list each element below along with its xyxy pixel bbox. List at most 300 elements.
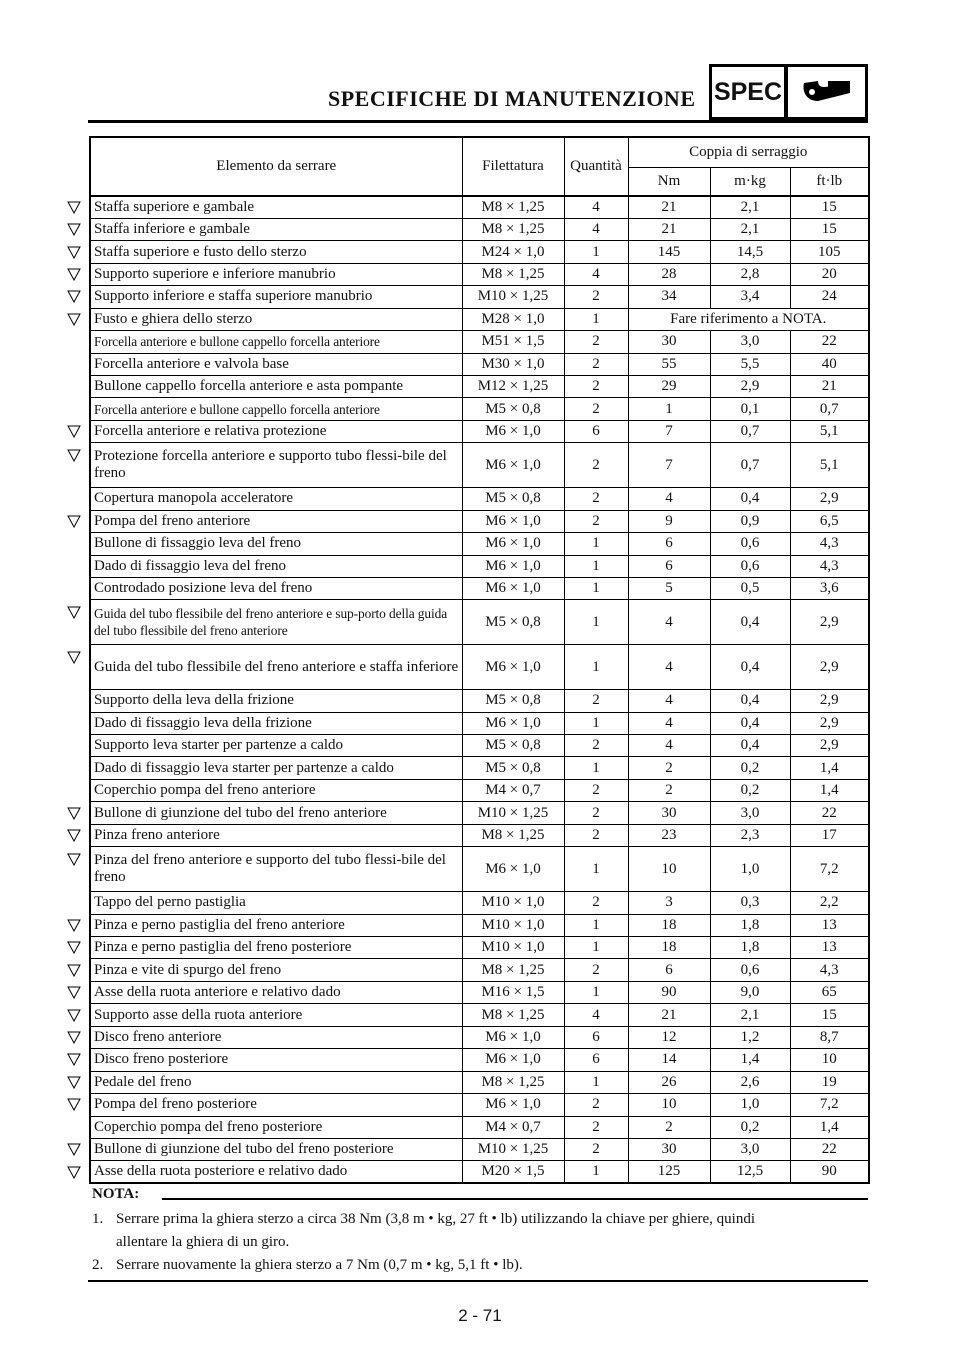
cell-mkg: 2,1: [710, 1004, 790, 1026]
cell-mkg: 0,2: [710, 757, 790, 779]
cell-mkg: 0,6: [710, 533, 790, 555]
table-row: [90, 892, 869, 914]
cell-nm: 4: [628, 690, 710, 712]
cell-nm: 2: [628, 779, 710, 801]
table-row: [90, 1138, 869, 1160]
cell-mkg: 0,4: [710, 488, 790, 510]
page-title: SPECIFICHE DI MANUTENZIONE: [328, 86, 696, 111]
cell-nm: 10: [628, 847, 710, 892]
header-rule: [88, 120, 868, 123]
cell-nm: 9: [628, 510, 710, 532]
cell-ftlb: 2,9: [790, 735, 869, 757]
cell-part: Supporto superiore e inferiore manubrio: [90, 263, 462, 285]
cell-mkg: 0,4: [710, 735, 790, 757]
triangle-mark-icon: [67, 919, 81, 932]
triangle-mark-icon: [67, 246, 81, 259]
cell-qty: 1: [564, 241, 628, 263]
table-row: [90, 286, 869, 308]
cell-thread: M5 × 0,8: [462, 600, 564, 645]
cell-part: Bullone di giunzione del tubo del freno posteriore: [90, 1138, 462, 1160]
cell-ftlb: 1,4: [790, 779, 869, 801]
cell-qty: 2: [564, 376, 628, 398]
cell-qty: 1: [564, 937, 628, 959]
cell-thread: M10 × 1,0: [462, 914, 564, 936]
cell-nm: 7: [628, 443, 710, 488]
table-row: [90, 690, 869, 712]
triangle-mark-icon: [67, 829, 81, 842]
col-header-nm: Nm: [628, 167, 710, 196]
cell-qty: 2: [564, 331, 628, 353]
triangle-mark-icon: [67, 290, 81, 303]
cell-thread: M8 × 1,25: [462, 196, 564, 218]
spec-badge: SPEC: [709, 64, 787, 120]
cell-part: Pompa del freno anteriore: [90, 510, 462, 532]
cell-ftlb: 22: [790, 331, 869, 353]
cell-thread: M28 × 1,0: [462, 308, 564, 330]
cell-ftlb: 15: [790, 218, 869, 240]
cell-thread: M8 × 1,25: [462, 218, 564, 240]
cell-nm: 3: [628, 892, 710, 914]
cell-part: Pinza del freno anteriore e supporto del tubo flessi-bile del freno: [90, 847, 462, 892]
cell-mkg: 1,2: [710, 1026, 790, 1048]
cell-part: Pinza e perno pastiglia del freno posteriore: [90, 937, 462, 959]
cell-note: Fare riferimento a NOTA.: [628, 308, 869, 330]
cell-part: Tappo del perno pastiglia: [90, 892, 462, 914]
table-row: [90, 218, 869, 240]
table-row: [90, 331, 869, 353]
cell-mkg: 0,5: [710, 577, 790, 599]
cell-nm: 4: [628, 488, 710, 510]
cell-mkg: 2,1: [710, 218, 790, 240]
cell-qty: 2: [564, 824, 628, 846]
cell-mkg: 2,9: [710, 376, 790, 398]
cell-thread: M4 × 0,7: [462, 779, 564, 801]
cell-nm: 145: [628, 241, 710, 263]
table-row: [90, 712, 869, 734]
cell-nm: 90: [628, 981, 710, 1003]
cell-qty: 1: [564, 981, 628, 1003]
triangle-mark-icon: [67, 515, 81, 528]
cell-mkg: 3,4: [710, 286, 790, 308]
cell-qty: 2: [564, 735, 628, 757]
cell-ftlb: 8,7: [790, 1026, 869, 1048]
cell-qty: 1: [564, 577, 628, 599]
cell-qty: 1: [564, 533, 628, 555]
table-row: [90, 577, 869, 599]
cell-ftlb: 22: [790, 802, 869, 824]
cell-part: Guida del tubo flessibile del freno anteriore e sup-porto della guida del tubo flessibile del freno anteriore: [90, 600, 462, 645]
cell-thread: M10 × 1,25: [462, 286, 564, 308]
triangle-mark-icon: [67, 449, 81, 462]
cell-qty: 2: [564, 510, 628, 532]
cell-thread: M8 × 1,25: [462, 1071, 564, 1093]
cell-nm: 4: [628, 600, 710, 645]
cell-qty: 2: [564, 488, 628, 510]
cell-mkg: 0,9: [710, 510, 790, 532]
cell-ftlb: 5,1: [790, 443, 869, 488]
table-row: [90, 196, 869, 218]
triangle-mark-icon: [67, 1076, 81, 1089]
triangle-mark-icon: [67, 1053, 81, 1066]
table-row: [90, 533, 869, 555]
cell-ftlb: 4,3: [790, 555, 869, 577]
cell-mkg: 0,7: [710, 443, 790, 488]
cell-thread: M10 × 1,0: [462, 892, 564, 914]
triangle-mark-icon: [67, 853, 81, 866]
cell-part: Disco freno posteriore: [90, 1049, 462, 1071]
table-row: [90, 1071, 869, 1093]
cell-qty: 1: [564, 1071, 628, 1093]
cell-part: Supporto inferiore e staffa superiore manubrio: [90, 286, 462, 308]
triangle-mark-icon: [67, 313, 81, 326]
cell-mkg: 0,2: [710, 1116, 790, 1138]
nota-item-1: 1. Serrare prima la ghiera sterzo a circa 38 Nm (3,8 m • kg, 27 ft • lb) utilizzando la chiave per ghiere, quindi allentare la ghiera di un giro.: [92, 1211, 756, 1250]
cell-part: Coperchio pompa del freno anteriore: [90, 779, 462, 801]
table-row: [90, 353, 869, 375]
cell-ftlb: 1,4: [790, 1116, 869, 1138]
cell-qty: 2: [564, 1116, 628, 1138]
cell-ftlb: 2,9: [790, 488, 869, 510]
cell-qty: 1: [564, 1161, 628, 1183]
cell-mkg: 0,6: [710, 959, 790, 981]
cell-thread: M5 × 0,8: [462, 757, 564, 779]
triangle-mark-icon: [67, 986, 81, 999]
col-header-qty: Quantità: [564, 137, 628, 196]
cell-thread: M6 × 1,0: [462, 645, 564, 690]
cell-part: Bullone di fissaggio leva del freno: [90, 533, 462, 555]
cell-qty: 1: [564, 712, 628, 734]
cell-ftlb: 13: [790, 937, 869, 959]
cell-mkg: 0,6: [710, 555, 790, 577]
cell-mkg: 1,8: [710, 937, 790, 959]
nota-item-2: 2. Serrare nuovamente la ghiera sterzo a 7 Nm (0,7 m • kg, 5,1 ft • lb).: [92, 1257, 523, 1273]
cell-ftlb: 0,7: [790, 398, 869, 420]
cell-ftlb: 17: [790, 824, 869, 846]
cell-qty: 4: [564, 1004, 628, 1026]
cell-ftlb: 2,9: [790, 600, 869, 645]
cell-thread: M6 × 1,0: [462, 1049, 564, 1071]
table-row: [90, 555, 869, 577]
nota-rule: [162, 1198, 868, 1200]
cell-thread: M16 × 1,5: [462, 981, 564, 1003]
cell-ftlb: 15: [790, 1004, 869, 1026]
table-row: [90, 914, 869, 936]
cell-ftlb: 1,4: [790, 757, 869, 779]
cell-part: Dado di fissaggio leva starter per partenze a caldo: [90, 757, 462, 779]
cell-qty: 4: [564, 196, 628, 218]
cell-mkg: 3,0: [710, 1138, 790, 1160]
cell-nm: 34: [628, 286, 710, 308]
cell-qty: 1: [564, 555, 628, 577]
cell-qty: 2: [564, 398, 628, 420]
cell-nm: 26: [628, 1071, 710, 1093]
cell-part: Forcella anteriore e relativa protezione: [90, 420, 462, 442]
cell-thread: M5 × 0,8: [462, 398, 564, 420]
cell-part: Supporto asse della ruota anteriore: [90, 1004, 462, 1026]
cell-part: Pinza e vite di spurgo del freno: [90, 959, 462, 981]
cell-part: Pompa del freno posteriore: [90, 1094, 462, 1116]
cell-thread: M10 × 1,25: [462, 802, 564, 824]
cell-ftlb: 5,1: [790, 420, 869, 442]
triangle-mark-icon: [67, 941, 81, 954]
cell-ftlb: 24: [790, 286, 869, 308]
cell-nm: 14: [628, 1049, 710, 1071]
cell-thread: M8 × 1,25: [462, 959, 564, 981]
table-row: [90, 488, 869, 510]
cell-nm: 4: [628, 735, 710, 757]
cell-part: Staffa superiore e gambale: [90, 196, 462, 218]
cell-ftlb: 3,6: [790, 577, 869, 599]
cell-ftlb: 7,2: [790, 847, 869, 892]
cell-part: Supporto della leva della frizione: [90, 690, 462, 712]
cell-ftlb: 40: [790, 353, 869, 375]
cell-qty: 1: [564, 757, 628, 779]
cell-nm: 23: [628, 824, 710, 846]
cell-nm: 6: [628, 555, 710, 577]
cell-thread: M8 × 1,25: [462, 824, 564, 846]
cell-qty: 2: [564, 1094, 628, 1116]
cell-part: Asse della ruota anteriore e relativo dado: [90, 981, 462, 1003]
cell-qty: 2: [564, 802, 628, 824]
cell-ftlb: 6,5: [790, 510, 869, 532]
cell-ftlb: 90: [790, 1161, 869, 1183]
cell-nm: 2: [628, 757, 710, 779]
table-row: [90, 824, 869, 846]
cell-mkg: 12,5: [710, 1161, 790, 1183]
cell-thread: M30 × 1,0: [462, 353, 564, 375]
cell-qty: 4: [564, 263, 628, 285]
cell-ftlb: 15: [790, 196, 869, 218]
cell-qty: 2: [564, 286, 628, 308]
cell-part: Pedale del freno: [90, 1071, 462, 1093]
table-row: [90, 1116, 869, 1138]
cell-ftlb: 2,2: [790, 892, 869, 914]
cell-mkg: 0,4: [710, 600, 790, 645]
cell-part: Dado di fissaggio leva della frizione: [90, 712, 462, 734]
cell-thread: M6 × 1,0: [462, 577, 564, 599]
cell-thread: M8 × 1,25: [462, 263, 564, 285]
cell-thread: M12 × 1,25: [462, 376, 564, 398]
cell-thread: M24 × 1,0: [462, 241, 564, 263]
cell-thread: M10 × 1,0: [462, 937, 564, 959]
cell-nm: 30: [628, 1138, 710, 1160]
cell-ftlb: 21: [790, 376, 869, 398]
table-row: [90, 263, 869, 285]
cell-qty: 4: [564, 218, 628, 240]
table-row: [90, 443, 869, 488]
triangle-mark-icon: [67, 223, 81, 236]
cell-nm: 1: [628, 398, 710, 420]
cell-qty: 1: [564, 914, 628, 936]
cell-part: Supporto leva starter per partenze a caldo: [90, 735, 462, 757]
cell-mkg: 14,5: [710, 241, 790, 263]
cell-nm: 12: [628, 1026, 710, 1048]
table-row: [90, 1049, 869, 1071]
table-row: [90, 847, 869, 892]
cell-mkg: 0,2: [710, 779, 790, 801]
cell-mkg: 1,8: [710, 914, 790, 936]
table-row: [90, 510, 869, 532]
page-number: 2 - 71: [458, 1306, 502, 1325]
table-row: [90, 981, 869, 1003]
cell-nm: 6: [628, 533, 710, 555]
cell-thread: M6 × 1,0: [462, 533, 564, 555]
table-row: [90, 937, 869, 959]
triangle-mark-icon: [67, 1143, 81, 1156]
cell-mkg: 2,8: [710, 263, 790, 285]
cell-qty: 2: [564, 443, 628, 488]
triangle-mark-icon: [67, 1009, 81, 1022]
cell-part: Protezione forcella anteriore e supporto tubo flessi-bile del freno: [90, 443, 462, 488]
cell-part: Asse della ruota posteriore e relativo dado: [90, 1161, 462, 1183]
cell-thread: M10 × 1,25: [462, 1138, 564, 1160]
cell-nm: 125: [628, 1161, 710, 1183]
cell-nm: 5: [628, 577, 710, 599]
triangle-mark-icon: [67, 201, 81, 214]
cell-ftlb: 2,9: [790, 645, 869, 690]
cell-nm: 55: [628, 353, 710, 375]
table-row: [90, 1004, 869, 1026]
col-header-ftlb: ft·lb: [790, 167, 869, 196]
cell-mkg: 0,4: [710, 690, 790, 712]
cell-thread: M5 × 0,8: [462, 690, 564, 712]
table-row: [90, 376, 869, 398]
cell-ftlb: 4,3: [790, 959, 869, 981]
cell-nm: 4: [628, 645, 710, 690]
table-row: [90, 802, 869, 824]
nota-label: NOTA:: [92, 1186, 140, 1202]
cell-part: Guida del tubo flessibile del freno anteriore e staffa inferiore: [90, 645, 462, 690]
cell-ftlb: 13: [790, 914, 869, 936]
cell-mkg: 3,0: [710, 331, 790, 353]
cell-mkg: 0,3: [710, 892, 790, 914]
cell-mkg: 0,7: [710, 420, 790, 442]
cell-nm: 30: [628, 802, 710, 824]
cell-mkg: 5,5: [710, 353, 790, 375]
cell-thread: M6 × 1,0: [462, 1026, 564, 1048]
cell-part: Fusto e ghiera dello sterzo: [90, 308, 462, 330]
cell-nm: 21: [628, 196, 710, 218]
cell-thread: M20 × 1,5: [462, 1161, 564, 1183]
cell-qty: 2: [564, 690, 628, 712]
triangle-mark-icon: [67, 268, 81, 281]
cell-qty: 2: [564, 1138, 628, 1160]
cell-thread: M6 × 1,0: [462, 443, 564, 488]
cell-qty: 6: [564, 1026, 628, 1048]
cell-nm: 6: [628, 959, 710, 981]
table-row: [90, 779, 869, 801]
cell-part: Dado di fissaggio leva del freno: [90, 555, 462, 577]
cell-part: Bullone di giunzione del tubo del freno anteriore: [90, 802, 462, 824]
cell-nm: 4: [628, 712, 710, 734]
cell-qty: 1: [564, 600, 628, 645]
table-row: [90, 420, 869, 442]
cell-part: Forcella anteriore e bullone cappello forcella anteriore: [90, 398, 462, 420]
cell-mkg: 2,6: [710, 1071, 790, 1093]
cell-qty: 2: [564, 353, 628, 375]
cell-part: Forcella anteriore e valvola base: [90, 353, 462, 375]
cell-part: Coperchio pompa del freno posteriore: [90, 1116, 462, 1138]
cell-thread: M6 × 1,0: [462, 1094, 564, 1116]
cell-mkg: 0,1: [710, 398, 790, 420]
cell-thread: M8 × 1,25: [462, 1004, 564, 1026]
cell-mkg: 3,0: [710, 802, 790, 824]
table-row: [90, 1026, 869, 1048]
triangle-mark-icon: [67, 1031, 81, 1044]
cell-qty: 2: [564, 892, 628, 914]
cell-mkg: 2,1: [710, 196, 790, 218]
cell-nm: 29: [628, 376, 710, 398]
table-row: [90, 735, 869, 757]
table-row: [90, 308, 869, 330]
cell-ftlb: 2,9: [790, 690, 869, 712]
cell-ftlb: 4,3: [790, 533, 869, 555]
col-header-thread: Filettatura: [462, 137, 564, 196]
torque-table: [89, 136, 870, 1184]
cell-mkg: 1,0: [710, 1094, 790, 1116]
cell-nm: 18: [628, 914, 710, 936]
table-row: [90, 600, 869, 645]
cell-ftlb: 19: [790, 1071, 869, 1093]
cell-thread: M5 × 0,8: [462, 735, 564, 757]
cell-part: Controdado posizione leva del freno: [90, 577, 462, 599]
cell-mkg: 2,3: [710, 824, 790, 846]
cell-ftlb: 65: [790, 981, 869, 1003]
cell-nm: 10: [628, 1094, 710, 1116]
table-row: [90, 645, 869, 690]
table-row: [90, 1161, 869, 1183]
cell-ftlb: 22: [790, 1138, 869, 1160]
cell-nm: 21: [628, 1004, 710, 1026]
table-row: [90, 959, 869, 981]
col-header-torque: Coppia di serraggio: [628, 137, 869, 167]
cell-mkg: 1,4: [710, 1049, 790, 1071]
triangle-mark-icon: [67, 425, 81, 438]
cell-part: Staffa inferiore e gambale: [90, 218, 462, 240]
cell-nm: 18: [628, 937, 710, 959]
triangle-mark-icon: [67, 651, 81, 664]
cell-qty: 2: [564, 779, 628, 801]
wrench-icon: [785, 64, 868, 120]
table-row: [90, 241, 869, 263]
cell-ftlb: 105: [790, 241, 869, 263]
bottom-rule: [88, 1280, 868, 1282]
cell-mkg: 1,0: [710, 847, 790, 892]
col-header-part: Elemento da serrare: [90, 137, 462, 196]
cell-nm: 7: [628, 420, 710, 442]
cell-part: Bullone cappello forcella anteriore e asta pompante: [90, 376, 462, 398]
cell-qty: 1: [564, 847, 628, 892]
cell-thread: M6 × 1,0: [462, 510, 564, 532]
cell-mkg: 0,4: [710, 712, 790, 734]
cell-thread: M6 × 1,0: [462, 420, 564, 442]
cell-thread: M51 × 1,5: [462, 331, 564, 353]
cell-part: Disco freno anteriore: [90, 1026, 462, 1048]
cell-qty: 1: [564, 308, 628, 330]
cell-nm: 30: [628, 331, 710, 353]
cell-ftlb: 7,2: [790, 1094, 869, 1116]
cell-part: Copertura manopola acceleratore: [90, 488, 462, 510]
cell-part: Pinza freno anteriore: [90, 824, 462, 846]
triangle-mark-icon: [67, 964, 81, 977]
cell-ftlb: 10: [790, 1049, 869, 1071]
cell-thread: M6 × 1,0: [462, 712, 564, 734]
cell-nm: 2: [628, 1116, 710, 1138]
cell-ftlb: 20: [790, 263, 869, 285]
col-header-mkg: m·kg: [710, 167, 790, 196]
cell-mkg: 0,4: [710, 645, 790, 690]
table-row: [90, 757, 869, 779]
